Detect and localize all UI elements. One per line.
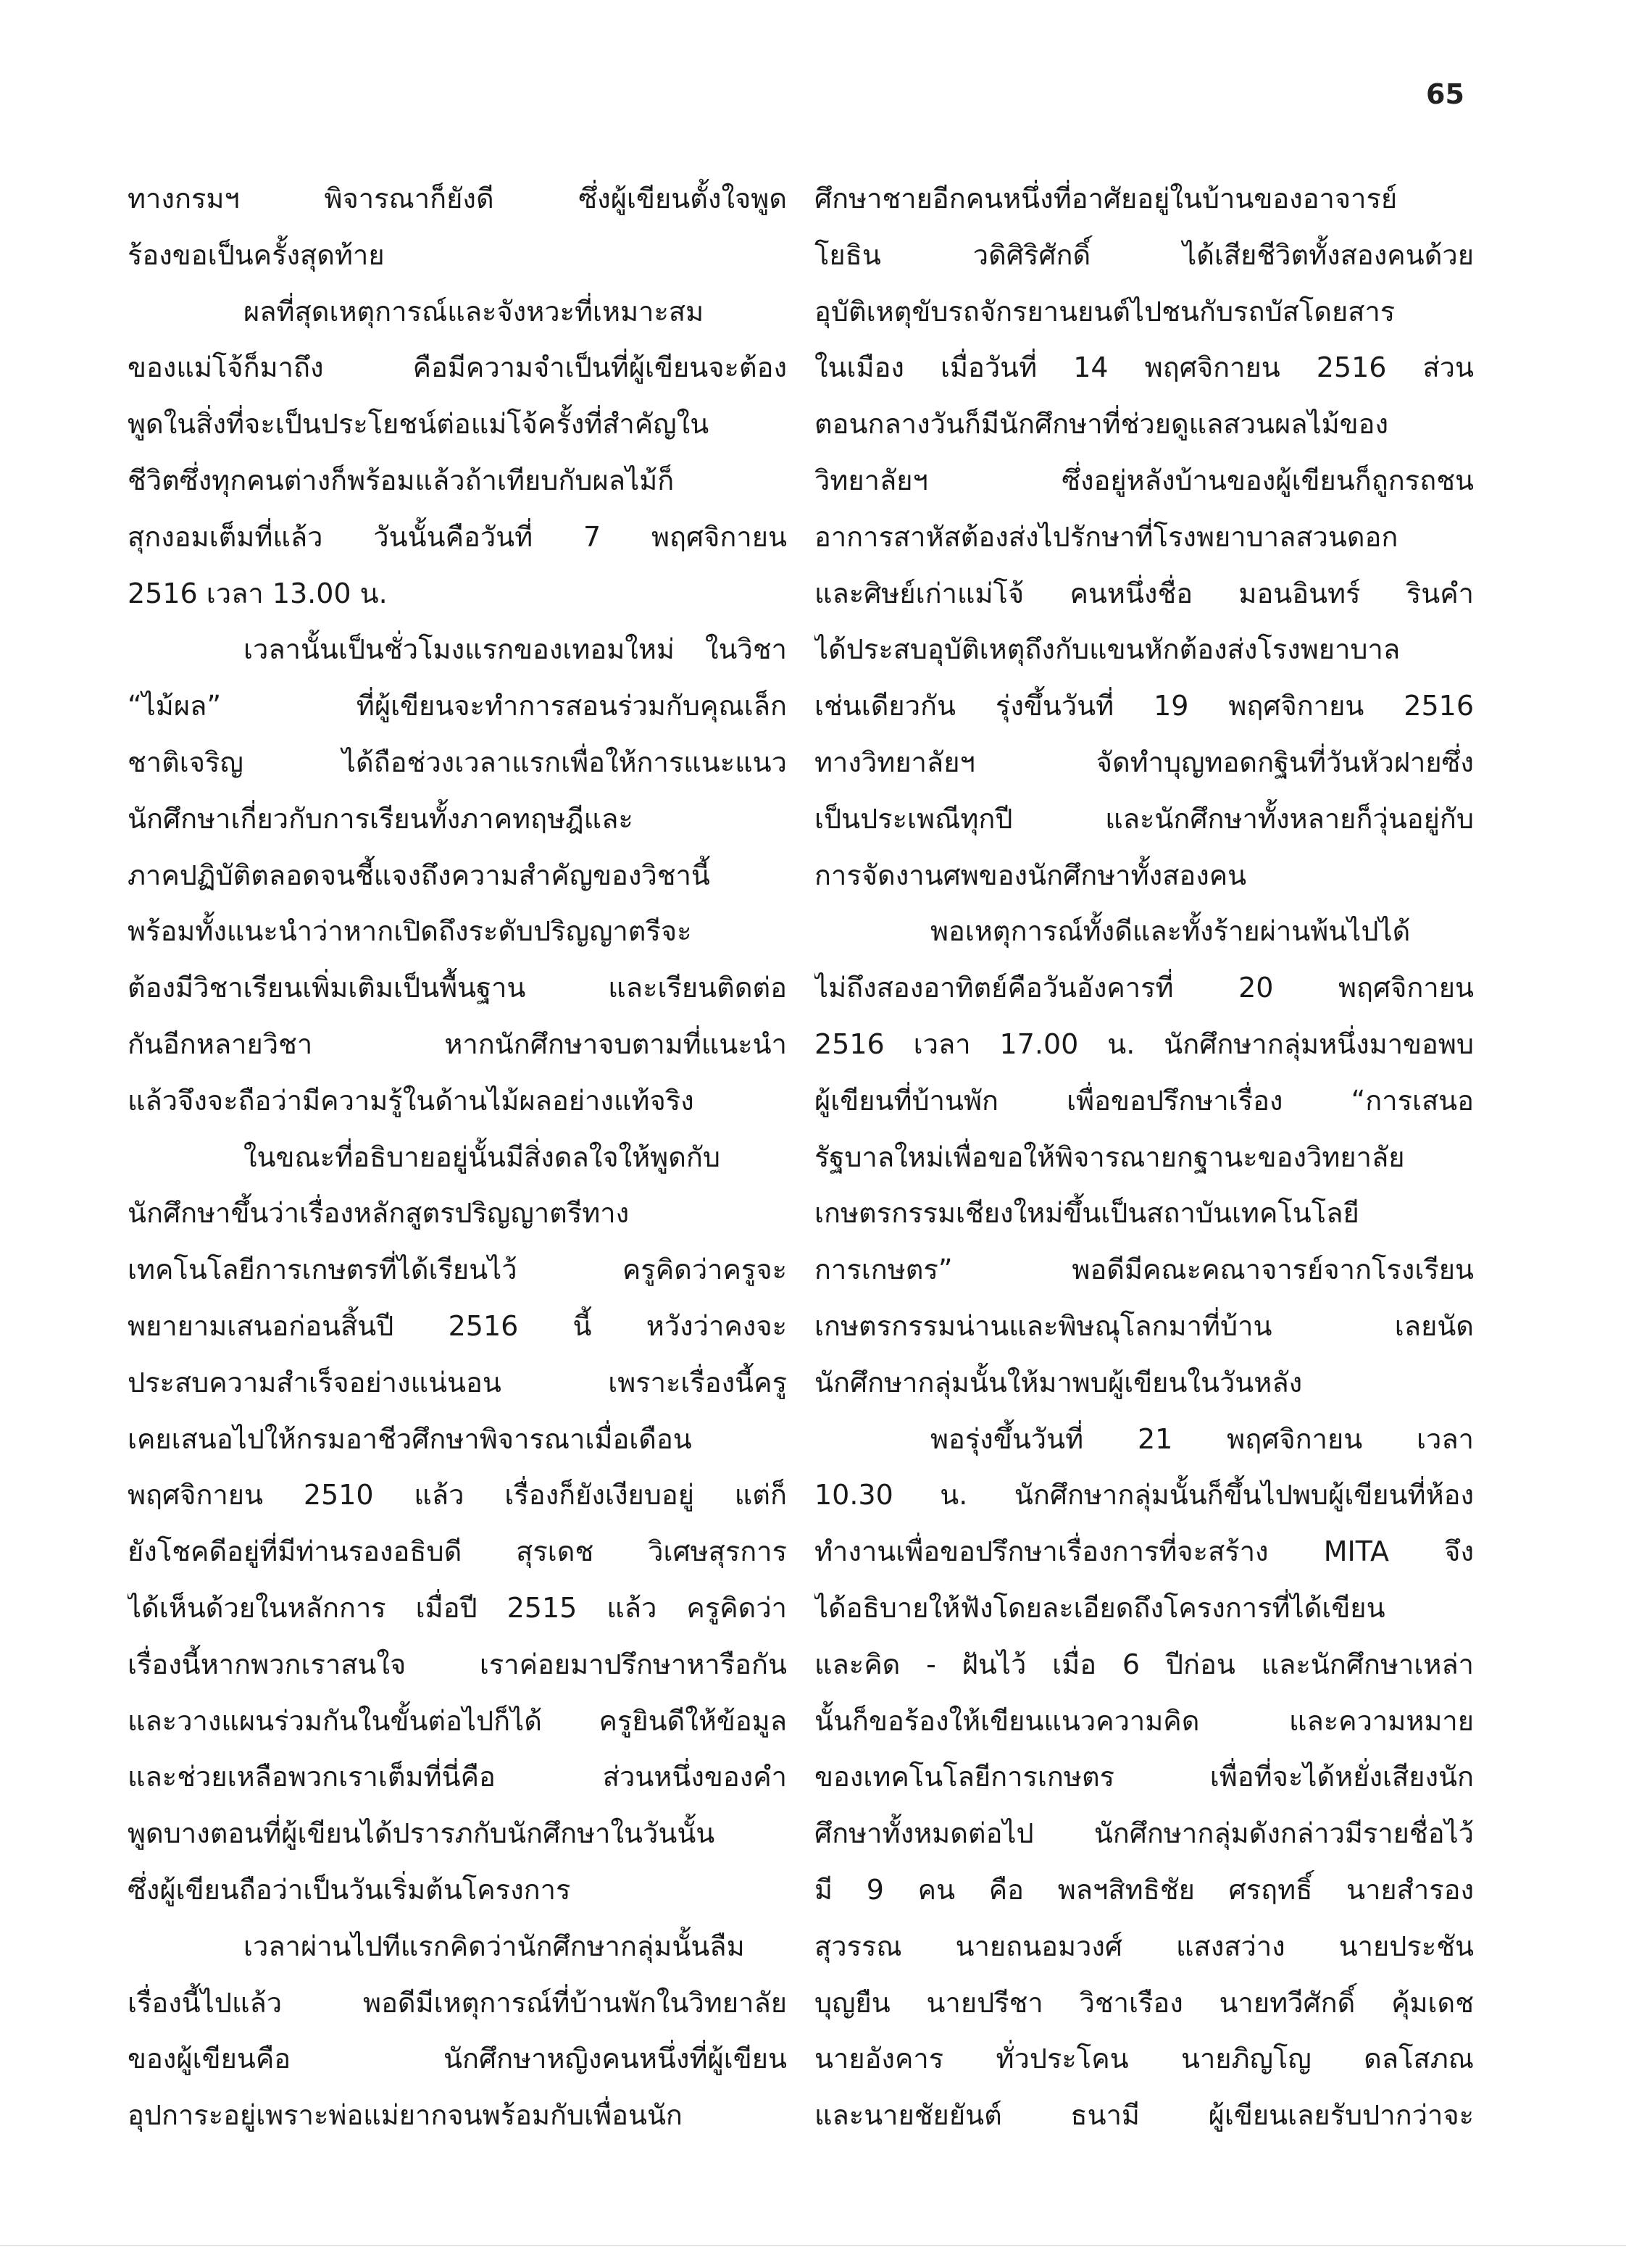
page-bottom-edge (0, 2245, 1626, 2246)
text-line: ต้องมีวิชาเรียนเพิ่มเติมเป็นพื้นฐาน และเรียนติดต่อ (128, 972, 787, 1004)
text-line: ทางวิทยาลัยฯ จัดทำบุญทอดกฐินที่วันหัวฝายซึ่ง (814, 746, 1474, 778)
text-line: พอรุ่งขึ้นวันที่ 21 พฤศจิกายน เวลา (930, 1422, 1474, 1455)
text-line: กันอีกหลายวิชา หากนักศึกษาจบตามที่แนะนำ (128, 1027, 787, 1060)
text-line: โยธิน วดิศิริศักดิ์ ได้เสียชีวิตทั้งสองคนด้วย (814, 238, 1474, 271)
text-line: เวลานั้นเป็นชั่วโมงแรกของเทอมใหม่ ในวิชา (243, 633, 787, 666)
text-line: เทคโนโลยีการเกษตรที่ได้เรียนไว้ ครูคิดว่าครูจะ (128, 1254, 787, 1286)
text-line: ชาติเจริญ ได้ถือช่วงเวลาแรกเพื่อให้การแนะแนว (128, 746, 787, 778)
text-line: นักศึกษาขึ้นว่าเรื่องหลักสูตรปริญญาตรีทาง (128, 1197, 630, 1230)
text-line: วิทยาลัยฯ ซึ่งอยู่หลังบ้านของผู้เขียนก็ถูกรถชน (814, 464, 1474, 496)
text-line: นายอังคาร ทั่วประโคน นายภิญโญ ดลโสภณ (814, 2043, 1474, 2075)
text-line: ยังโชคดีอยู่ที่มีท่านรองอธิบดี สุรเดช วิเศษสุรการ (128, 1535, 787, 1568)
text-line: พร้อมทั้งแนะนำว่าหากเปิดถึงระดับปริญญาตรีจะ (128, 915, 692, 948)
text-line: ของแม่โจ้ก็มาถึง คือมีความจำเป็นที่ผู้เขียนจะต้อง (128, 351, 787, 384)
text-line: เกษตรกรรมน่านและพิษณุโลกมาที่บ้าน เลยนัด (814, 1309, 1474, 1342)
text-line: ประสบความสำเร็จอย่างแน่นอน เพราะเรื่องนี้ครู (128, 1366, 787, 1398)
text-line: ศึกษาทั้งหมดต่อไป นักศึกษากลุ่มดังกล่าวมีรายชื่อไว้ (814, 1817, 1474, 1850)
text-line: ผลที่สุดเหตุการณ์และจังหวะที่เหมาะสม (243, 295, 704, 328)
text-line: ได้อธิบายให้ฟังโดยละเอียดถึงโครงการที่ได้เขียน (814, 1591, 1385, 1624)
text-line: ในเมือง เมื่อวันที่ 14 พฤศจิกายน 2516 ส่วน (814, 351, 1474, 384)
text-line: พฤศจิกายน 2510 แล้ว เรื่องก็ยังเงียบอยู่ แต่ก็ (128, 1479, 787, 1512)
text-line: พอเหตุการณ์ทั้งดีและทั้งร้ายผ่านพ้นไปได้ (930, 915, 1411, 948)
text-line: 2516 เวลา 13.00 น. (128, 577, 388, 609)
text-line: สุวรรณ นายถนอมวงศ์ แสงสว่าง นายประชัน (814, 1930, 1474, 1962)
text-line: เช่นเดียวกัน รุ่งขึ้นวันที่ 19 พฤศจิกายน 2516 (814, 690, 1474, 722)
text-line: การเกษตร” พอดีมีคณะคณาจารย์จากโรงเรียน (814, 1254, 1474, 1286)
text-line: พูดในสิ่งที่จะเป็นประโยชน์ต่อแม่โจ้ครั้งที่สำคัญใน (128, 408, 709, 441)
text-line: ทำงานเพื่อขอปรึกษาเรื่องการที่จะสร้าง MITA จึง (814, 1535, 1474, 1568)
text-line: เคยเสนอไปให้กรมอาชีวศึกษาพิจารณาเมื่อเดือน (128, 1422, 692, 1455)
text-line: ได้ประสบอุบัติเหตุถึงกับแขนหักต้องส่งโรงพยาบาล (814, 633, 1401, 666)
text-line: นักศึกษาเกี่ยวกับการเรียนทั้งภาคทฤษฎีและ (128, 802, 633, 835)
text-line: ภาคปฏิบัติตลอดจนชี้แจงถึงความสำคัญของวิชานี้ (128, 859, 710, 891)
text-line: เรื่องนี้ไปแล้ว พอดีมีเหตุการณ์ที่บ้านพักในวิทยาลัย (128, 1986, 787, 2019)
text-line: และช่วยเหลือพวกเราเต็มที่นี่คือ ส่วนหนึ่งของคำ (128, 1761, 787, 1793)
text-line: แล้วจึงจะถือว่ามีความรู้ในด้านไม้ผลอย่างแท้จริง (128, 1084, 694, 1117)
text-line: ในขณะที่อธิบายอยู่นั้นมีสิ่งดลใจให้พูดกับ (243, 1141, 721, 1173)
text-line: ของผู้เขียนคือ นักศึกษาหญิงคนหนึ่งที่ผู้เขียน (128, 2043, 787, 2075)
text-line: ซึ่งผู้เขียนถือว่าเป็นวันเริ่มต้นโครงการ (128, 1873, 571, 1906)
text-line: ตอนกลางวันก็มีนักศึกษาที่ช่วยดูแลสวนผลไม้ของ (814, 408, 1389, 441)
text-line: เรื่องนี้หากพวกเราสนใจ เราค่อยมาปรึกษาหารือกัน (128, 1648, 787, 1680)
right-text-column (814, 171, 1474, 2144)
text-line: เกษตรกรรมเชียงใหม่ขึ้นเป็นสถาบันเทคโนโลยี (814, 1197, 1359, 1230)
text-line: และคิด - ฝันไว้ เมื่อ 6 ปีก่อน และนักศึกษาเหล่า (814, 1648, 1474, 1680)
text-line: “ไม้ผล” ที่ผู้เขียนจะทำการสอนร่วมกับคุณเล็ก (128, 690, 787, 722)
text-line: เวลาผ่านไปทีแรกคิดว่านักศึกษากลุ่มนั้นลืม (243, 1930, 745, 1962)
text-line: นักศึกษากลุ่มนั้นให้มาพบผู้เขียนในวันหลัง (814, 1366, 1303, 1398)
text-line: นั้นก็ขอร้องให้เขียนแนวความคิด และความหมาย (814, 1704, 1474, 1737)
text-line: รัฐบาลใหม่เพื่อขอให้พิจารณายกฐานะของวิทยาลัย (814, 1141, 1405, 1173)
text-line: อาการสาหัสต้องส่งไปรักษาที่โรงพยาบาลสวนดอก (814, 520, 1398, 553)
text-line: สุกงอมเต็มที่แล้ว วันนั้นคือวันที่ 7 พฤศจิกายน (128, 520, 787, 553)
text-line: 10.30 น. นักศึกษากลุ่มนั้นก็ขึ้นไปพบผู้เขียนที่ห้อง (814, 1479, 1474, 1512)
text-line: พยายามเสนอก่อนสิ้นปี 2516 นี้ หวังว่าคงจะ (128, 1309, 787, 1342)
text-line: ชีวิตซึ่งทุกคนต่างก็พร้อมแล้วถ้าเทียบกับผลไม้ก็ (128, 464, 675, 496)
text-line: 2516 เวลา 17.00 น. นักศึกษากลุ่มหนึ่งมาขอพบ (814, 1027, 1474, 1060)
text-line: ได้เห็นด้วยในหลักการ เมื่อปี 2515 แล้ว ครูคิดว่า (128, 1591, 787, 1624)
text-line: ผู้เขียนที่บ้านพัก เพื่อขอปรึกษาเรื่อง “การเสนอ (814, 1084, 1474, 1117)
text-line: มี 9 คน คือ พลฯสิทธิชัย ศรฤทธิ์ นายสำรอง (814, 1873, 1474, 1906)
text-line: และศิษย์เก่าแม่โจ้ คนหนึ่งชื่อ มอนอินทร์ รินคำ (814, 577, 1474, 609)
text-line: อุปการะอยู่เพราะพ่อแม่ยากจนพร้อมกับเพื่อนนัก (128, 2099, 683, 2132)
text-line: และวางแผนร่วมกันในขั้นต่อไปก็ได้ ครูยินดีให้ข้อมูล (128, 1704, 787, 1737)
text-line: ทางกรมฯ พิจารณาก็ยังดี ซึ่งผู้เขียนตั้งใจพูด (128, 183, 787, 214)
text-line: ไม่ถึงสองอาทิตย์คือวันอังคารที่ 20 พฤศจิกายน (814, 972, 1474, 1004)
text-line: พูดบางตอนที่ผู้เขียนได้ปรารภกับนักศึกษาในวันนั้น (128, 1817, 715, 1850)
text-line: ศึกษาชายอีกคนหนึ่งที่อาศัยอยู่ในบ้านของอาจารย์ (814, 183, 1398, 214)
left-text-column (128, 171, 787, 2144)
text-line: บุญยืน นายปรีชา วิชาเรือง นายทวีศักดิ์ คุ้มเดช (814, 1986, 1474, 2019)
text-line: เป็นประเพณีทุกปี และนักศึกษาทั้งหลายก็วุ่นอยู่กับ (814, 802, 1474, 835)
text-line: การจัดงานศพของนักศึกษาทั้งสองคน (814, 859, 1247, 891)
text-line: อุบัติเหตุขับรถจักรยานยนต์ไปชนกับรถบัสโดยสาร (814, 295, 1396, 328)
text-line: และนายชัยยันต์ ธนามี ผู้เขียนเลยรับปากว่าจะ (814, 2099, 1474, 2132)
page-number: 65 (1426, 78, 1464, 110)
text-line: ร้องขอเป็นครั้งสุดท้าย (128, 238, 385, 271)
text-line: ของเทคโนโลยีการเกษตร เพื่อที่จะได้หยั่งเสียงนัก (814, 1761, 1474, 1793)
